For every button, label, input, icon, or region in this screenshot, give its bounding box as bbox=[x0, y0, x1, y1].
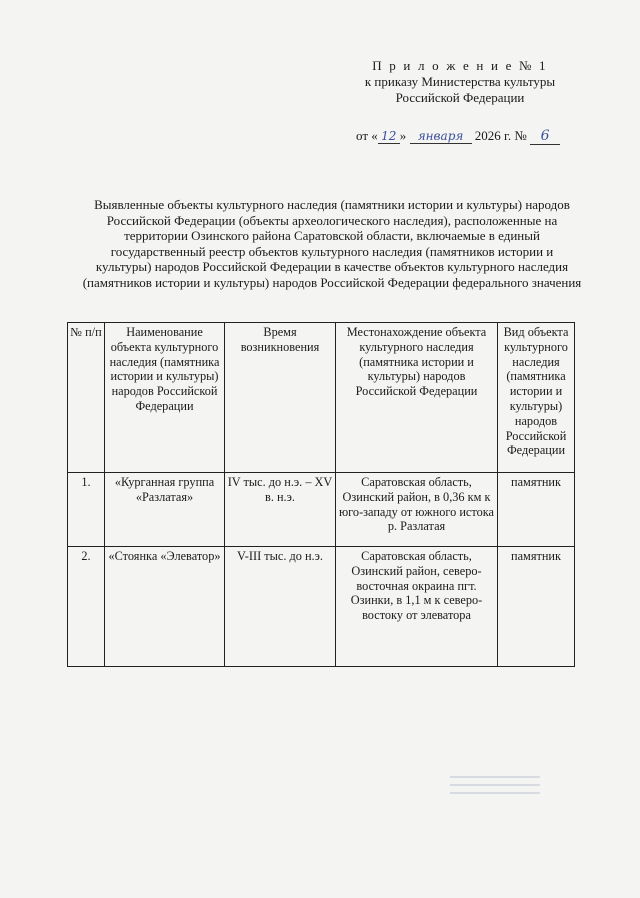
appendix-header bbox=[330, 58, 590, 106]
cell-object-type: памятник bbox=[498, 473, 575, 547]
cell-location: Саратовская область, Озинский район, в 0,36 км к юго-западу от южного истока р. Разлатая bbox=[336, 473, 498, 547]
order-year: 2026 г. № bbox=[474, 128, 527, 143]
cell-number: 2. bbox=[68, 547, 105, 667]
header-location: Местонахождение объекта культурного наследия (памятника истории и культуры) народов Российской Федерации bbox=[336, 323, 498, 473]
header-origin-time: Время возникновения bbox=[225, 323, 336, 473]
ministry-country: Российской Федерации bbox=[395, 90, 525, 105]
quote-close: » bbox=[399, 128, 407, 143]
handwritten-day: 12 bbox=[378, 129, 400, 144]
heritage-objects-table bbox=[67, 322, 575, 667]
cell-object-type: памятник bbox=[498, 547, 575, 667]
header-object-name: Наименование объекта культурного наследия (памятника истории и культуры) народов Российской Федерации bbox=[105, 323, 225, 473]
cell-origin-time: V-III тыс. до н.э. bbox=[225, 547, 336, 667]
handwritten-month: января bbox=[410, 129, 472, 144]
document-title: Выявленные объекты культурного наследия (памятники истории и культуры) народов Российской Федерации (объекты археологического наследия), расположенные на территории Озинского района Саратовской области, включаемые в единый государственный реестр объектов культурного наследия (памятников истории и культуры) народов Российской Федерации в качестве объектов культурного наследия (памятников истории и культуры) народов Российской Федерации федерального значения bbox=[82, 197, 582, 290]
handwritten-order-number: 6 bbox=[530, 128, 560, 145]
header-object-type: Вид объекта культурного наследия (памятника истории и культуры) народов Российской Федерации bbox=[498, 323, 575, 473]
cell-number: 1. bbox=[68, 473, 105, 547]
order-reference: к приказу Министерства культуры bbox=[364, 74, 556, 89]
table-row bbox=[68, 473, 575, 547]
appendix-label: П р и л о ж е н и е № 1 bbox=[372, 58, 548, 73]
order-prefix: от « bbox=[356, 128, 378, 143]
cell-origin-time: IV тыс. до н.э. – XV в. н.э. bbox=[225, 473, 336, 547]
table-header-row bbox=[68, 323, 575, 473]
cell-location: Саратовская область, Озинский район, северо-восточная окраина пгт. Озинки, в 1,1 м к северо-востоку от элеватора bbox=[336, 547, 498, 667]
cell-object-name: «Стоянка «Элеватор» bbox=[105, 547, 225, 667]
header-number: № п/п bbox=[68, 323, 105, 473]
cell-object-name: «Курганная группа «Разлатая» bbox=[105, 473, 225, 547]
faint-stamp-marks bbox=[450, 770, 540, 810]
order-date-number bbox=[356, 128, 560, 145]
table-row bbox=[68, 547, 575, 667]
